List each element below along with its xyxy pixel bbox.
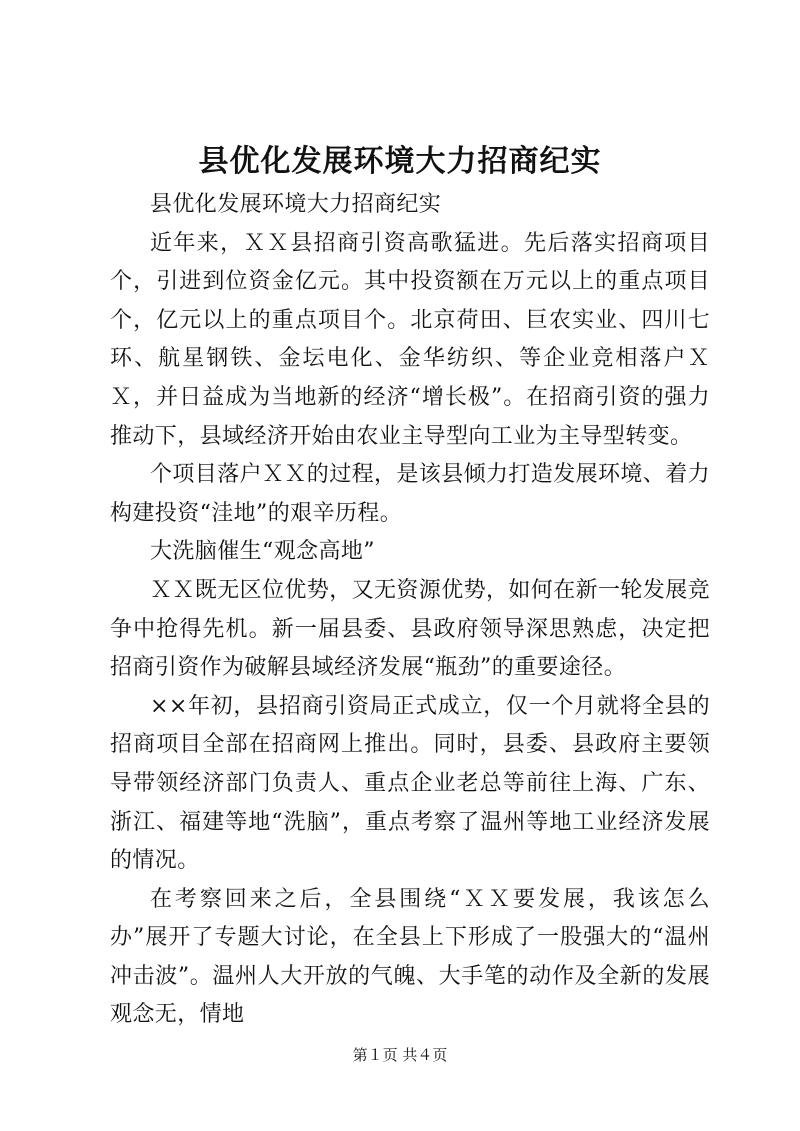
body-paragraph: ××年初，县招商引资局正式成立，仅一个月就将全县的招商项目全部在招商网上推出。同时，县委、县政府主要领导带领经济部门负责人、重点企业老总等前往上海、广东、浙江、福建等地“洗脑”，重点考察了温州等地工业经济发展的情况。 <box>110 693 710 874</box>
body-paragraph: 近年来，ＸＸ县招商引资高歌猛进。先后落实招商项目个，引进到位资金亿元。其中投资额在万元以上的重点项目个，亿元以上的重点项目个。北京荷田、巨农实业、四川七环、航星钢铁、金坛电化、金华纺织、等企业竞相落户ＸＸ，并日益成为当地新的经济“增长极”。在招商引资的强力推动下，县域经济开始由农业主导型向工业为主导型转变。 <box>110 230 710 449</box>
body-paragraph: 在考察回来之后，全县围绕“ＸＸ要发展，我该怎么办”展开了专题大讨论，在全县上下形成了一股强大的“温州冲击波”。温州人大开放的气魄、大手笔的动作及全新的发展观念无，情地 <box>110 886 710 1028</box>
page-title: 县优化发展环境大力招商纪实 <box>198 144 602 179</box>
page-number: 第１页 共４页 <box>352 1046 448 1064</box>
body-paragraph: 个项目落户ＸＸ的过程，是该县倾力打造发展环境、着力构建投资“洼地”的艰辛历程。 <box>110 462 711 526</box>
document-body <box>110 186 710 1035</box>
subtitle-paragraph: 县优化发展环境大力招商纪实 <box>150 192 442 217</box>
body-paragraph: ＸＸ既无区位优势，又无资源优势，如何在新一轮发展竞争中抢得先机。新一届县委、县政府领导深思熟虑，决定把招商引资作为破解县域经济发展“瓶劲”的重要途径。 <box>110 577 711 681</box>
section-heading: 大洗脑催生“观念高地” <box>150 539 375 565</box>
